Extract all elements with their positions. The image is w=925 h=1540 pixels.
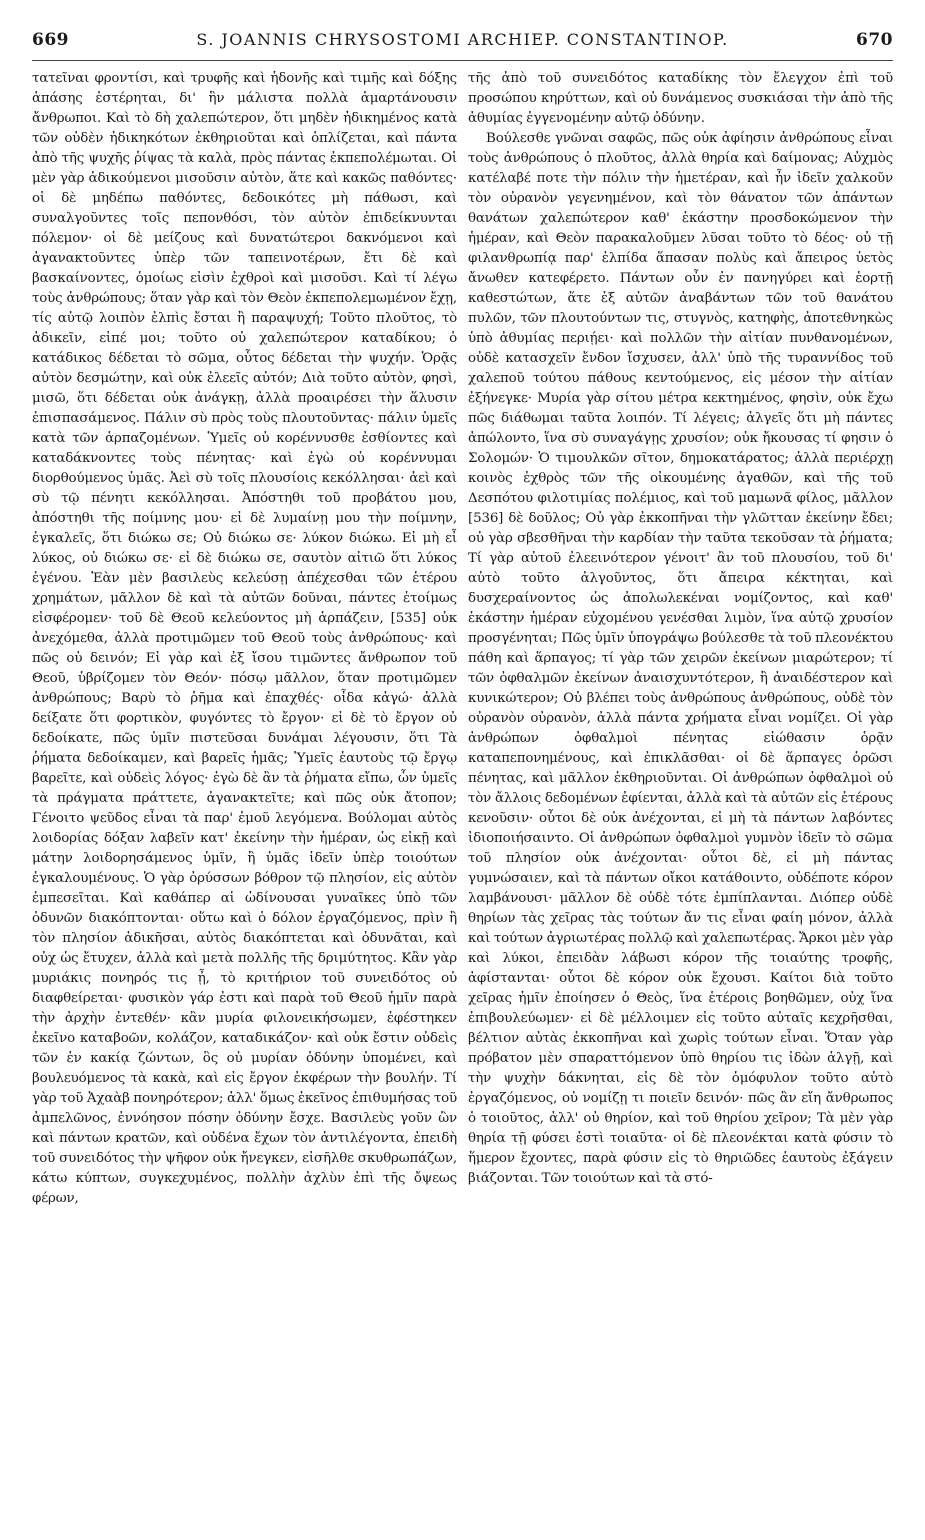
- paragraph: τατεῖναι φροντίσι, καὶ τρυφῆς καὶ ἡδονῆς καὶ τιμῆς καὶ δόξης ἁπάσης ἐστέρηται, δι' ἣν μάλιστα πολλὰ ἁμαρτάνουσιν ἄνθρωποι. Καὶ τὸ δὴ χαλεπώτερον, ὅτι μηδὲν ἠδικημένος κατὰ τῶν οὐδὲν ἠδικηκότων ἐκθηριοῦται καὶ ὁπλίζεται, καὶ πάντα ἀπὸ τῆς ψυχῆς ῥίψας τὰ καλὰ, πρὸς πάντας ἐκπεπολέμωται. Οἱ μὲν γὰρ ἀδικούμενοι μισοῦσιν αὐτὸν, ἅτε καὶ κακῶς παθόντες· οἱ δὲ μηδέπω παθόντες, δεδοικότες μὴ πάθωσι, καὶ συναλγοῦντες τοῖς πεπονθόσι, τὸν αὐτὸν ἐπιδείκνυνται πόλεμον· οἱ δὲ μείζους καὶ δυνατώτεροι δακνόμενοι καὶ ἀγανακτοῦντες ὑπὲρ τῶν ταπεινοτέρων, ἔτι δὲ καὶ βασκαίνοντες, ὁμοίως εἰσὶν ἐχθροὶ καὶ μισοῦσι. Καὶ τί λέγω τοὺς ἀνθρώπους; ὅταν γὰρ καὶ τὸν Θεὸν ἐκπεπολεμωμένον ἔχῃ, τίς αὐτῷ λοιπὸν ἐλπὶς ἔσται ἢ παραψυχή; Τοῦτο πλοῦτος, τὸ ἀδικεῖν, εἰπέ μοι; τοῦτο οὐ χαλεπώτερον καταδίκου; ὁ κατάδικος δέδεται τὸ σῶμα, οὗτος δέδεται τὴν ψυχήν. Ὁρᾷς αὐτὸν δεσμώτην, καὶ οὐκ ἐλεεῖς αὐτόν; Διὰ τοῦτο αὐτὸν, φησὶ, μισῶ, ὅτι δέδεται οὐκ ἀνάγκῃ, ἀλλὰ προαιρέσει τὴν ἅλυσιν ἐπισπασάμενος. Πάλιν σὺ πρὸς τοὺς πλουτοῦντας· πάλιν ὑμεῖς κατὰ τῶν ἁρπαζομένων. Ὑμεῖς οὐ κορέννυσθε ἐσθίοντες καὶ καταδάκνοντες τοὺς πένητας· καὶ ἐγὼ οὐ κορέννυμαι διορθούμενος ὑμᾶς. Ἀεὶ σὺ τοῖς πλουσίοις κεκόλλησαι· ἀεὶ καὶ σὺ τῷ πένητι κεκόλλησαι. Ἀπόστηθι τοῦ προβάτου μου, ἀπόστηθι τῆς ποίμνης μου· εἰ δὲ λυμαίνῃ μου τὴν ποίμνην, ἐγκαλεῖς, ὅτι διώκω σε; Οὐ διώκω σε· λύκον διώκω. Εἰ μὴ εἶ λύκος, οὐ διώκω σε· εἰ δὲ διώκω σε, σαυτὸν αἰτιῶ ὅτι λύκος ἐγένου. Ἐὰν μὲν βασιλεὺς κελεύσῃ ἀπέχεσθαι τῶν ἑτέρου χρημάτων, μᾶλλον δὲ καὶ τὰ αὐτῶν δοῦναι, πάντες ἑτοίμως εἰσφέρομεν· τοῦ δὲ Θεοῦ κελεύοντος μὴ ἁρπάζειν, [535] οὐκ ἀνεχόμεθα, ἀλλὰ προτιμῶμεν τοῦ Θεοῦ τοὺς ἀνθρώπους· καὶ πῶς οὐ δεινόν; Εἰ γὰρ καὶ ἐξ ἴσου τιμῶντες ἄνθρωπον τοῦ Θεοῦ, ὑβρίζομεν τὸν Θεόν· πόσῳ μᾶλλον, ὅταν προτιμῶμεν ἀνθρώπους; Βαρὺ τὸ ῥῆμα καὶ ἐπαχθές· οἶδα κἀγώ· ἀλλὰ δείξατε ὅτι φορτικὸν, φυγόντες τὸ ἔργον· εἰ δὲ τὸ ἔργον οὐ δεδοίκατε, πῶς ὑμῖν πιστεῦσαι δυνάμαι λέγουσιν, ὅτι Τὰ ῥήματα δεδοίκαμεν, καὶ βαρεῖς ἡμᾶς; Ὑμεῖς ἑαυτοὺς τῷ ἔργῳ βαρεῖτε, καὶ οὐδεὶς λόγος· ἐγὼ δὲ ἂν τὰ ῥήματα εἴπω, ὧν ὑμεῖς τὰ πράγματα πράττετε, ἀγανακτεῖτε; καὶ πῶς οὐκ ἄτοπον; Γένοιτο ψεῦδος εἶναι τὰ παρ' ἐμοῦ λεγόμενα. Βούλομαι αὐτὸς λοιδορίας δόξαν λαβεῖν κατ' ἐκείνην τὴν ἡμέραν, ὡς εἰκῇ καὶ μάτην λοιδορησάμενος ὑμῖν, ἢ ὑμᾶς ἰδεῖν ὑπὲρ τοιούτων ἐγκαλουμένους. Ὁ γὰρ ὀρύσσων βόθρον τῷ πλησίον, εἰς αὐτὸν ἐμπεσεῖται. Καὶ καθάπερ αἱ ὠδίνουσαι γυναῖκες ὑπὸ τῶν ὀδυνῶν διακόπτονται· οὕτω καὶ ὁ δόλον ἐργαζόμενος, πρὶν ἢ τὸν πλησίον ἀδικῆσαι, αὐτὸς διακόπτεται καὶ ὀδυνᾶται, καὶ οὐχ ὡς ἔτυχεν, ἀλλὰ καὶ μετὰ πολλῆς τῆς δριμύτητος. Κἂν γὰρ μυριάκις πονηρός τις ᾖ, τὸ κριτήριον τοῦ συνειδότος οὐ διαφθείρεται· φυσικὸν γάρ ἐστι καὶ παρὰ τοῦ Θεοῦ ἡμῖν παρὰ τὴν ἀρχὴν ἐντεθέν· κἂν μυρία φιλονεικήσωμεν, ἐφέστηκεν ἐκεῖνο καταβοῶν, κολάζον, καταδικάζον· καὶ οὐκ ἔστιν οὐδεὶς τῶν ἐν κακίᾳ ζώντων, ὃς οὐ μυρίαν ὀδύνην ὑπομένει, καὶ βουλευόμενος τὰ κακὰ, καὶ εἰς ἔργον ἐκφέρων τὴν βουλήν. Τί γὰρ τοῦ Ἀχαὰβ πονηρότερον; ἀλλ' ὅμως ἐκεῖνος ἐπιθυμήσας τοῦ ἀμπελῶνος, ἐννόησον πόσην ὀδύνην ἔσχε. Βασιλεὺς γοῦν ὢν καὶ πάντων κρατῶν, καὶ οὐδένα ἔχων τὸν ἀντιλέγοντα, ἐπειδὴ τοῦ συνειδότος τὴν ψῆφον οὐκ ἤνεγκεν, εἰσῆλθε σκυθρωπάζων, κάτω κύπτων, συγκεχυμένος, πολλὴν ἀχλὺν ἐπὶ τῆς ὄψεως φέρων,: [32, 71, 458, 1206]
- running-title: S. JOANNIS CHRYSOSTOMI ARCHIEP. CONSTANTINOP.: [196, 30, 729, 49]
- page-number-right: 670: [855, 30, 893, 50]
- paragraph: Βούλεσθε γνῶναι σαφῶς, πῶς οὐκ ἀφίησιν ἀνθρώπους εἶναι τοὺς ἀνθρώπους ὁ πλοῦτος, ἀλλὰ θηρία καὶ δαίμονας; Αὐχμὸς κατέλαβέ ποτε τὴν πόλιν τὴν ἡμετέραν, καὶ ἦν ἰδεῖν χαλκοῦν τὸν οὐρανὸν γεγενημένον, καὶ τὸν θάνατον τῶν ἁπάντων θανάτων χαλεπώτερον καθ' ἑκάστην προσδοκώμενον τὴν ἡμέραν, καὶ Θεὸν παρακαλοῦμεν λῦσαι τοῦτο τὸ δέος· οὐ τῇ φιλανθρωπίᾳ παρ' ἐλπίδα ἅπασαν πολὺς καὶ ἄπειρος ὑετὸς ἄνωθεν κατεφέρετο. Πάντων οὖν ἐν πανηγύρει καὶ ἑορτῇ καθεστώτων, ἅτε ἐξ αὐτῶν ἀναβάντων τῶν τοῦ θανάτου πυλῶν, τῶν πλουτούντων τις, στυγνὸς, κατηφὴς, ἀποτεθνηκὼς ὑπὸ ἀθυμίας περιῄει· καὶ πολλῶν τὴν αἰτίαν πυνθανομένων, οὐδὲ κατασχεῖν ἔνδον ἴσχυσεν, ἀλλ' ὑπὸ τῆς τυραννίδος τοῦ χαλεποῦ τούτου πάθους κεντούμενος, εἰς μέσον τὴν αἰτίαν ἐξήνεγκε· Μυρία γὰρ σίτου μέτρα κεκτημένος, φησὶν, οὐκ ἔχω πῶς διάθωμαι ταῦτα λοιπόν. Τί λέγεις; ἀλγεῖς ὅτι μὴ πάντες ἀπώλοντο, ἵνα σὺ συναγάγῃς χρυσίον; οὐκ ἤκουσας τί φησιν ὁ Σολομών· Ὁ τιμουλκῶν σῖτον, δημοκατάρατος; ἀλλὰ περιέρχῃ κοινὸς ἐχθρὸς τῶν τῆς οἰκουμένης ἀγαθῶν, καὶ τῆς τοῦ Δεσπότου φιλοτιμίας πολέμιος, καὶ τοῦ μαμωνᾶ φίλος, μᾶλλον [536] δὲ δοῦλος; Οὐ γὰρ ἐκκοπῆναι τὴν γλῶτταν ἐκείνην ἔδει; οὐ γὰρ σβεσθῆναι τὴν καρδίαν τὴν ταῦτα τεκοῦσαν τὰ ῥήματα; Τί γὰρ αὐτοῦ ἐλεεινότερον γένοιτ' ἂν τοῦ πλουσίου, τοῦ δι' αὐτὸ τοῦτο ἀλγοῦντος, ὅτι ἄπειρα κέκτηται, καὶ δυσχεραίνοντος ὡς ἀπολωλεκέναι νομίζοντος, καὶ καθ' ἑκάστην ἡμέραν εὐχομένου γενέσθαι λιμὸν, ἵνα αὐτῷ χρυσίον προσγένηται; Πῶς ὑμῖν ὑπογράψω βούλεσθε τὰ τοῦ πλεονέκτου πάθη καὶ ἅρπαγος; τί γὰρ τῶν χειρῶν ἐκείνων μιαρώτερον; τί τῶν ὀφθαλμῶν ἐκείνων ἀναισχυντότερον, ἢ ἀναιδέστερον καὶ κυνικώτερον; Οὐ βλέπει τοὺς ἀνθρώπους ἀνθρώπους, οὐδὲ τὸν οὐρανὸν οὐρανὸν, ἀλλὰ πάντα χρήματα εἶναι νομίζει. Οἱ γὰρ ἀνθρώπων ὀφθαλμοὶ πένητας εἰώθασιν ὁρᾷν καταπεπονημένους, καὶ ἐπικλᾶσθαι· οἱ δὲ ἅρπαγες ὁρῶσι πένητας, καὶ μᾶλλον ἐκθηριοῦνται. Οἱ ἀνθρώπων ὀφθαλμοὶ οὐ τὸν ἄλλοις δεδομένων ἐφίενται, ἀλλὰ καὶ τὰ αὐτῶν εἰς ἑτέρους κενοῦσιν· οὗτοι δὲ οὐκ ἀνέχονται, εἰ μὴ τὰ πάντων λαβόντες ἰδιοποιήσαιντο. Οἱ ἀνθρώπων ὀφθαλμοὶ γυμνὸν ἰδεῖν τὸ σῶμα τοῦ πλησίον οὐκ ἀνέχονται· οὗτοι δὲ, εἰ μὴ πάντας γυμνώσαιεν, καὶ τὰ πάντων οἴκοι κατάθοιντο, οὐδέποτε κόρον λαμβάνουσι· μᾶλλον δὲ οὐδὲ τότε ἐμπίπλανται. Διόπερ οὐδὲ θηρίων τὰς χεῖρας τὰς τούτων ἄν τις εἶναι φαίη μόνον, ἀλλὰ καὶ τούτων ἀγριωτέρας πολλῷ καὶ χαλεπωτέρας. Ἄρκοι μὲν γὰρ καὶ λύκοι, ἐπειδὰν λάβωσι κόρον τῆς τοιαύτης τροφῆς, ἀφίστανται· οὗτοι δὲ κόρον οὐκ ἔχουσι. Καίτοι διὰ τοῦτο χεῖρας ἡμῖν ἐποίησεν ὁ Θεὸς, ἵνα ἑτέροις βοηθῶμεν, οὐχ ἵνα ἐπιβουλεύωμεν· εἰ δὲ μέλλοιμεν εἰς τοῦτο αὐταῖς κεχρῆσθαι, βέλτιον αὐτὰς ἐκκοπῆναι καὶ χωρὶς τούτων εἶναι. Ὅταν γὰρ πρόβατον μὲν σπαραττόμενον ὑπὸ θηρίου τις ἰδὼν ἀλγῇ, καὶ τὴν ψυχὴν δάκνηται, εἰς δὲ τὸν ὁμόφυλον τοῦτο αὐτὸ ἐργαζόμενος, οὐ νομίζῃ τι ποιεῖν δεινόν· πῶς ἂν εἴη ἄνθρωπος ὁ τοιοῦτος, ἀλλ' οὐ θηρίον, καὶ τοῦ θηρίου χεῖρον; Τὰ μὲν γὰρ θηρία τῇ φύσει ἐστὶ τοιαῦτα· οἱ δὲ πλεονέκται κατὰ φύσιν τὸ ἥμερον ἔχοντες, παρὰ φύσιν εἰς τὸ θηριῶδες ἑαυτοὺς ἐξάγειν βιάζονται. Τῶν τοιούτων καὶ τὰ στό-: [468, 131, 894, 1186]
- page-number-left: 669: [32, 30, 69, 50]
- right-column: [468, 69, 893, 1209]
- left-column: [32, 69, 457, 1209]
- text-columns: [32, 69, 893, 1209]
- page-header: [32, 30, 893, 61]
- paragraph: τῆς ἀπὸ τοῦ συνειδότος καταδίκης τὸν ἔλεγχον ἐπὶ τοῦ προσώπου κηρύττων, καὶ οὐ δυνάμενος συσκιάσαι τὴν ἀπὸ τῆς ἀθυμίας ἐγγενομένην αὐτῷ ὀδύνην.: [468, 71, 893, 126]
